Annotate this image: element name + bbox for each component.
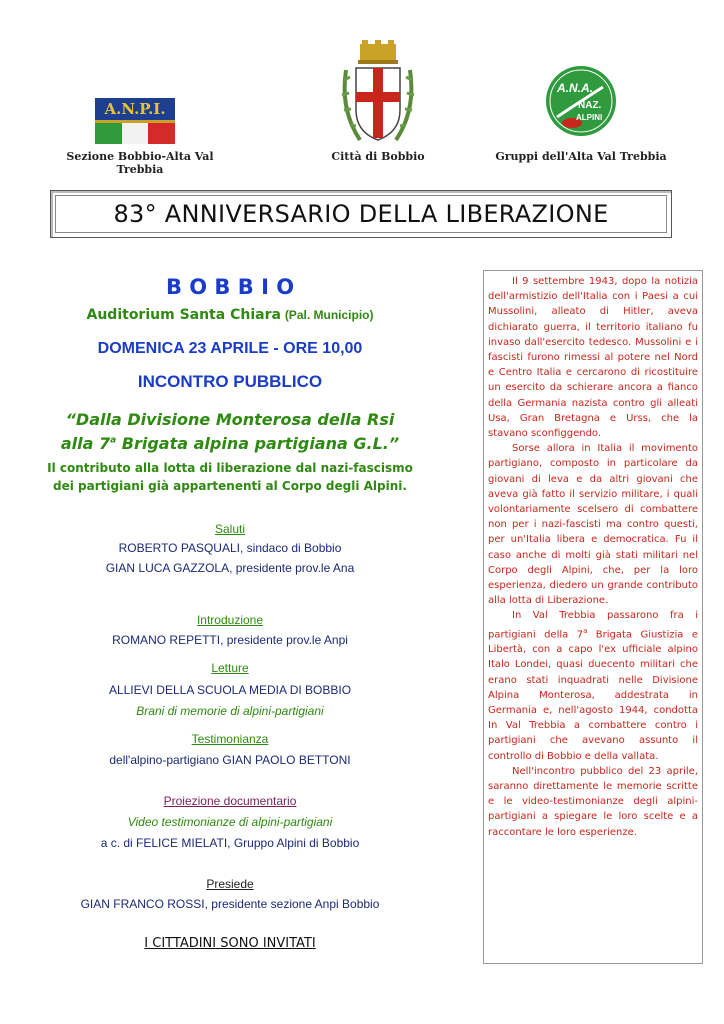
intro-heading: Introduzione <box>196 613 264 627</box>
presiede-heading: Presiede <box>206 877 254 891</box>
event-title-line2 <box>30 434 430 453</box>
event-subtitle-line2: dei partigiani già appartenenti al Corpo degli Alpini. <box>53 479 407 493</box>
city-caption: Città di Bobbio <box>331 150 425 163</box>
event-title-line2-a: alla 7 <box>60 434 111 453</box>
anpi-caption: Sezione Bobbio-Alta Val Trebbia <box>66 150 214 176</box>
event-town: B O B B I O <box>165 275 295 299</box>
sidebar-paragraph-3 <box>484 608 702 763</box>
proiezione-item-2: a c. di FELICE MIELATI, Gruppo Alpini di Bobbio <box>100 836 360 850</box>
sidebar-paragraph-4: Nell'incontro pubblico del 23 aprile, saranno direttamente le memorie scritte e le video-testimonianze degli alpini-partigiani a spiegare le loro scelte e a raccontare le loro esperienze. <box>488 765 698 838</box>
letture-heading: Letture <box>211 661 249 675</box>
sidebar-paragraph-2 <box>484 441 702 608</box>
event-venue: Auditorium Santa Chiara <box>86 307 281 323</box>
sidebar-paragraph-1: Il 9 settembre 1943, dopo la notizia dell'armistizio dell'Italia con i Paesi a cui Mussolini, alleato di Hitler, aveva dichiarato guerra, il territorio italiano fu invaso dall'esercito tedesco. Mussolini e i fascisti furono rimessi al potere nel Nord e Centro Italia e cercarono di ricostituire un esercito da schierare ancora a fianco della Germania nazista contro gli alleati Usa, Gran Bretagna e Urss, che la stavano sconfiggendo. <box>488 276 698 440</box>
sidebar-paragraph-2-text: Sorse allora in Italia il movimento partigiano, composto in particolare da giovani di leva e da altri giovani che aveva già fatto il servizio militare, i quali volontariamente scelsero di combattere non per i nazi-fascisti ma contro questi, per un'Italia libera e democratica. Fu il caso anche di molti già stati militari nel Corpo degli Alpini, che, per la loro esperienza, diedero un grande contributo alla lotta di Liberazione. <box>488 443 698 607</box>
invite-text: I CITTADINI SONO INVITATI <box>144 936 316 951</box>
ana-caption: Gruppi dell'Alta Val Trebbia <box>495 150 667 163</box>
saluti-heading: Saluti <box>214 522 246 536</box>
sidebar-paragraph-3-sup: a <box>583 626 588 635</box>
event-title-line2-b: Brigata alpina partigiana G.L.” <box>116 434 400 453</box>
event-datetime: DOMENICA 23 APRILE - ORE 10,00 <box>97 340 363 357</box>
ana-top-text: A.N.A. <box>557 81 593 95</box>
event-venue-note: (Pal. Municipio) <box>284 308 374 322</box>
sidebar-paragraph-3-b: Brigata Giustizia e Libertà, con a capo l'ex ufficiale alpino Italo Londei, quasi duecento militari che erano stati inquadrati nelle Divisione Alpina Monterosa, addestrata in Germania e, nell'agosto 1944, condotta In Val Trebbia a combattere contro i partigiani che avevano assunto il controllo di Bobbio e della vallata. <box>488 629 698 762</box>
event-subtitle-line1: Il contributo alla lotta di liberazione dal nazi-fascismo <box>47 461 413 475</box>
event-title-line2-sup: a <box>110 435 117 446</box>
event-type: INCONTRO PUBBLICO <box>137 372 323 391</box>
letture-item-1: ALLIEVI DELLA SCUOLA MEDIA DI BOBBIO <box>108 683 352 697</box>
letture-item-2: Brani di memorie di alpini-partigiani <box>136 704 324 718</box>
testimonianza-speaker: dell'alpino-partigiano GIAN PAOLO BETTONI <box>109 753 351 767</box>
event-title-line1: “Dalla Divisione Monterosa della Rsi <box>65 410 395 429</box>
anpi-logo <box>95 98 175 148</box>
ana-naz-text: NAZ. <box>578 100 602 111</box>
saluti-speaker-1: ROBERTO PASQUALI, sindaco di Bobbio <box>118 541 342 555</box>
proiezione-item-1: Video testimonianze di alpini-partigiani <box>127 815 333 829</box>
saluti-speaker-2: GIAN LUCA GAZZOLA, presidente prov.le Ana <box>105 561 355 575</box>
anpi-logo-text: A.N.P.I. <box>104 100 166 118</box>
ana-logo <box>545 65 617 137</box>
proiezione-heading: Proiezione documentario <box>163 794 297 808</box>
sidebar-paragraph-3-a: In Val Trebbia passarono fra i partigiani della 7 <box>488 610 698 640</box>
banner-title: 83° ANNIVERSARIO DELLA LIBERAZIONE <box>55 195 667 233</box>
history-sidebar <box>483 270 703 964</box>
event-venue-line <box>30 306 430 323</box>
testimonianza-heading: Testimonianza <box>191 732 269 746</box>
ana-alpini-text: ALPINI <box>576 113 603 122</box>
intro-speaker: ROMANO REPETTI, presidente prov.le Anpi <box>112 633 348 647</box>
anniversary-banner <box>50 190 672 238</box>
presiede-speaker: GIAN FRANCO ROSSI, presidente sezione Anpi Bobbio <box>80 897 380 911</box>
city-crest-icon <box>338 40 418 148</box>
